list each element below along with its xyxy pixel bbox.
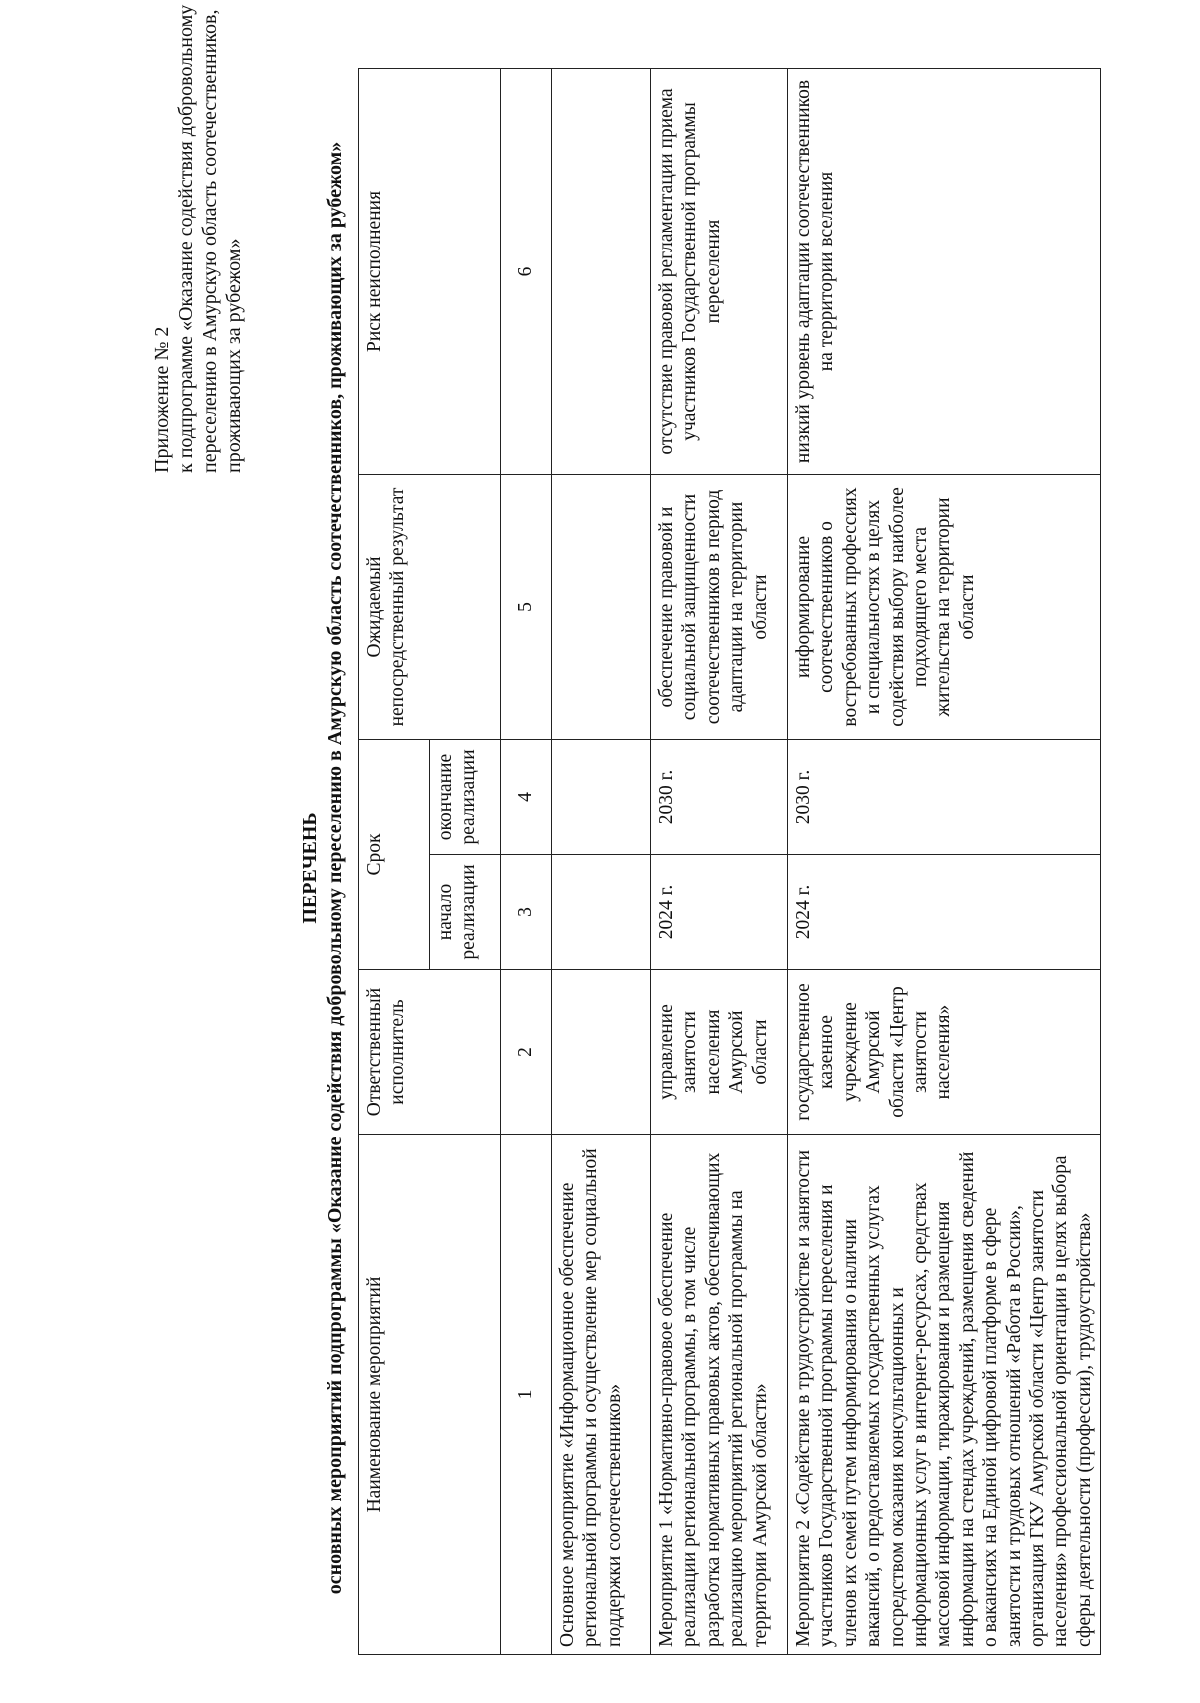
measure-executor: управление занятости населения Амурской области: [651, 970, 788, 1135]
measure-result: информирование соотечественников о востребованных профессиях и специальностях в целях содействия выбору наиболее подходящего места жительства на территории области: [788, 474, 1101, 739]
column-number: 1: [501, 1135, 552, 1655]
appendix-line: проживающих за рубежом»: [223, 238, 245, 473]
measure-executor: [552, 970, 651, 1135]
measure-start: 2024 г.: [651, 855, 788, 970]
column-number: 6: [501, 68, 552, 474]
measure-risk: отсутствие правовой регламентации приема участников Государственной программы переселения: [651, 68, 788, 474]
measure-result: [552, 474, 651, 739]
column-number: 3: [501, 855, 552, 970]
table-row: [788, 68, 1101, 1654]
measure-end: 2030 г.: [788, 739, 1101, 854]
header-result: Ожидаемый непосредственный результат: [359, 474, 501, 739]
measures-table: [358, 68, 1101, 1655]
document-subtitle: основных мероприятий подпрограммы «Оказание содействия добровольному переселению в Амурскую область соотечественников, проживающих за рубежом»: [324, 141, 346, 1595]
measure-start: 2024 г.: [788, 855, 1101, 970]
appendix-note: [150, 4, 246, 473]
table-row: [651, 68, 788, 1654]
table-row: [552, 68, 651, 1654]
appendix-line: к подпрограмме «Оказание содействия добровольному: [175, 4, 197, 473]
measure-risk: низкий уровень адаптации соотечественников на территории вселения: [788, 68, 1101, 474]
header-start: начало реализации: [430, 855, 501, 970]
measure-end: 2030 г.: [651, 739, 788, 854]
header-term: Срок: [359, 739, 430, 969]
measure-risk: [552, 68, 651, 474]
header-name: Наименование мероприятий: [359, 1135, 501, 1655]
header-end: окончание реализации: [430, 739, 501, 854]
measure-name: Мероприятие 1 «Нормативно-правовое обеспечение реализации региональной программы, в том числе разработка нормативных правовых актов, обеспечивающих реализацию мероприятий региональной программы на территории Амурской области»: [651, 1135, 788, 1655]
measure-end: [552, 739, 651, 854]
measure-executor: государственное казенное учреждение Амурской области «Центр занятости населения»: [788, 970, 1101, 1135]
document-title: ПЕРЕЧЕНЬ: [299, 812, 321, 924]
measure-start: [552, 855, 651, 970]
header-executor: Ответственный исполнитель: [359, 970, 501, 1135]
measure-name: Мероприятие 2 «Содействие в трудоустройстве и занятости участников Государственной программы переселения и членов их семей путем информирования о наличии вакансий, о предоставляемых государственных услугах посредством оказания консультационных и информационных услуг в интернет-ресурсах, средствах массовой информации, тиражирования и размещения информации на стендах учреждений, размещения сведений о вакансиях на Единой цифровой платформе в сфере занятости и трудовых отношений «Работа в России», организация ГКУ Амурской области «Центр занятости населения» профессиональной ориентации в целях выбора сферы деятельности (профессии), трудоустройства»: [788, 1135, 1101, 1655]
measure-name: Основное мероприятие «Информационное обеспечение региональной программы и осуществление мер социальной поддержки соотечественников»: [552, 1135, 651, 1655]
appendix-line: Приложение № 2: [151, 326, 173, 473]
measure-result: обеспечение правовой и социальной защищенности соотечественников в период адаптации на территории области: [651, 474, 788, 739]
column-number: 2: [501, 970, 552, 1135]
header-risk: Риск неисполнения: [359, 68, 501, 474]
column-number: 4: [501, 739, 552, 854]
column-number: 5: [501, 474, 552, 739]
appendix-line: переселению в Амурскую область соотечественников,: [199, 9, 221, 473]
document-heading: [298, 83, 348, 1653]
column-numbers-row: [501, 68, 552, 1654]
